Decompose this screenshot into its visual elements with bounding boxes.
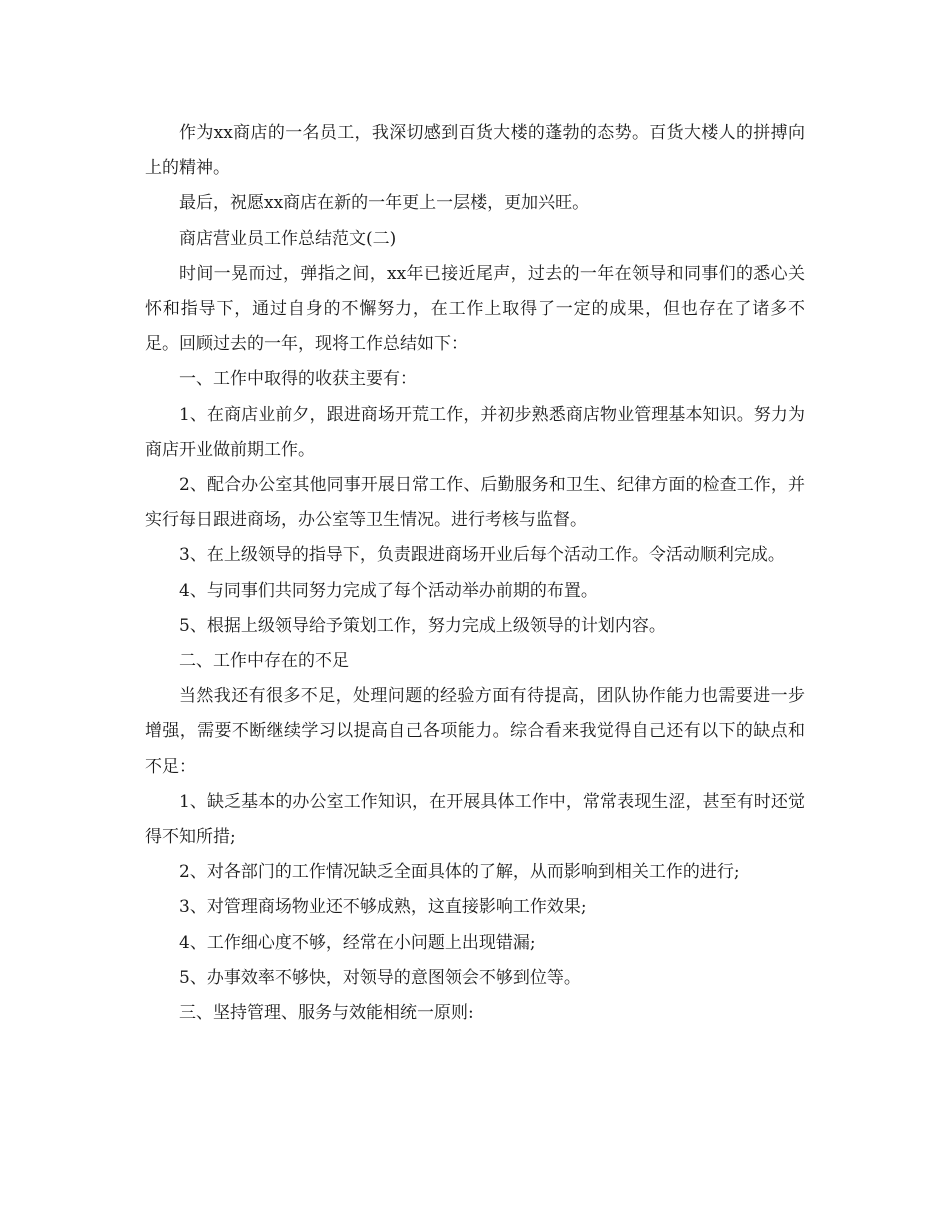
heading-shortcomings: 二、工作中存在的不足 <box>179 651 349 672</box>
shortcoming-item-4: 4、工作细心度不够，经常在小问题上出现错漏; <box>179 932 536 953</box>
paragraph-intro-staff: 作为xx商店的一名员工，我深切感到百货大楼的蓬勃的态势。百货大楼人的拼搏向上的精神。 <box>145 123 805 179</box>
achievement-item-3: 3、在上级领导的指导下，负责跟进商场开业后每个活动工作。令活动顺利完成。 <box>179 545 785 566</box>
document-page <box>145 116 805 1031</box>
achievement-item-2: 2、配合办公室其他同事开展日常工作、后勤服务和卫生、纪律方面的检查工作，并实行每日跟进商场，办公室等卫生情况。进行考核与监督。 <box>145 475 805 531</box>
section-title: 商店营业员工作总结范文(二) <box>179 228 397 249</box>
shortcoming-item-5: 5、办事效率不够快，对领导的意图领会不够到位等。 <box>179 967 581 988</box>
heading-principles: 三、坚持管理、服务与效能相统一原则: <box>179 1003 474 1024</box>
shortcoming-item-2: 2、对各部门的工作情况缺乏全面具体的了解，从而影响到相关工作的进行; <box>179 862 740 883</box>
heading-achievements: 一、工作中取得的收获主要有： <box>179 369 417 390</box>
shortcoming-item-3: 3、对管理商场物业还不够成熟，这直接影响工作效果; <box>179 897 587 918</box>
achievement-item-1: 1、在商店业前夕，跟进商场开荒工作，并初步熟悉商店物业管理基本知识。努力为商店开业做前期工作。 <box>145 404 805 460</box>
shortcoming-item-1: 1、缺乏基本的办公室工作知识，在开展具体工作中，常常表现生涩，甚至有时还觉得不知所措; <box>145 791 805 848</box>
paragraph-closing-wish: 最后，祝愿xx商店在新的一年更上一层楼，更加兴旺。 <box>179 193 590 214</box>
paragraph-overview: 时间一晃而过，弹指之间，xx年已接近尾声，过去的一年在领导和同事们的悉心关怀和指导下，通过自身的不懈努力，在工作上取得了一定的成果，但也存在了诸多不足。回顾过去的一年，现将工作总结如下： <box>145 263 805 355</box>
achievement-item-5: 5、根据上级领导给予策划工作，努力完成上级领导的计划内容。 <box>179 615 666 636</box>
achievement-item-4: 4、与同事们共同努力完成了每个活动举办前期的布置。 <box>179 580 598 601</box>
paragraph-shortcomings-intro: 当然我还有很多不足，处理问题的经验方面有待提高，团队协作能力也需要进一步增强，需要不断继续学习以提高自己各项能力。综合看来我觉得自己还有以下的缺点和不足： <box>145 686 805 777</box>
